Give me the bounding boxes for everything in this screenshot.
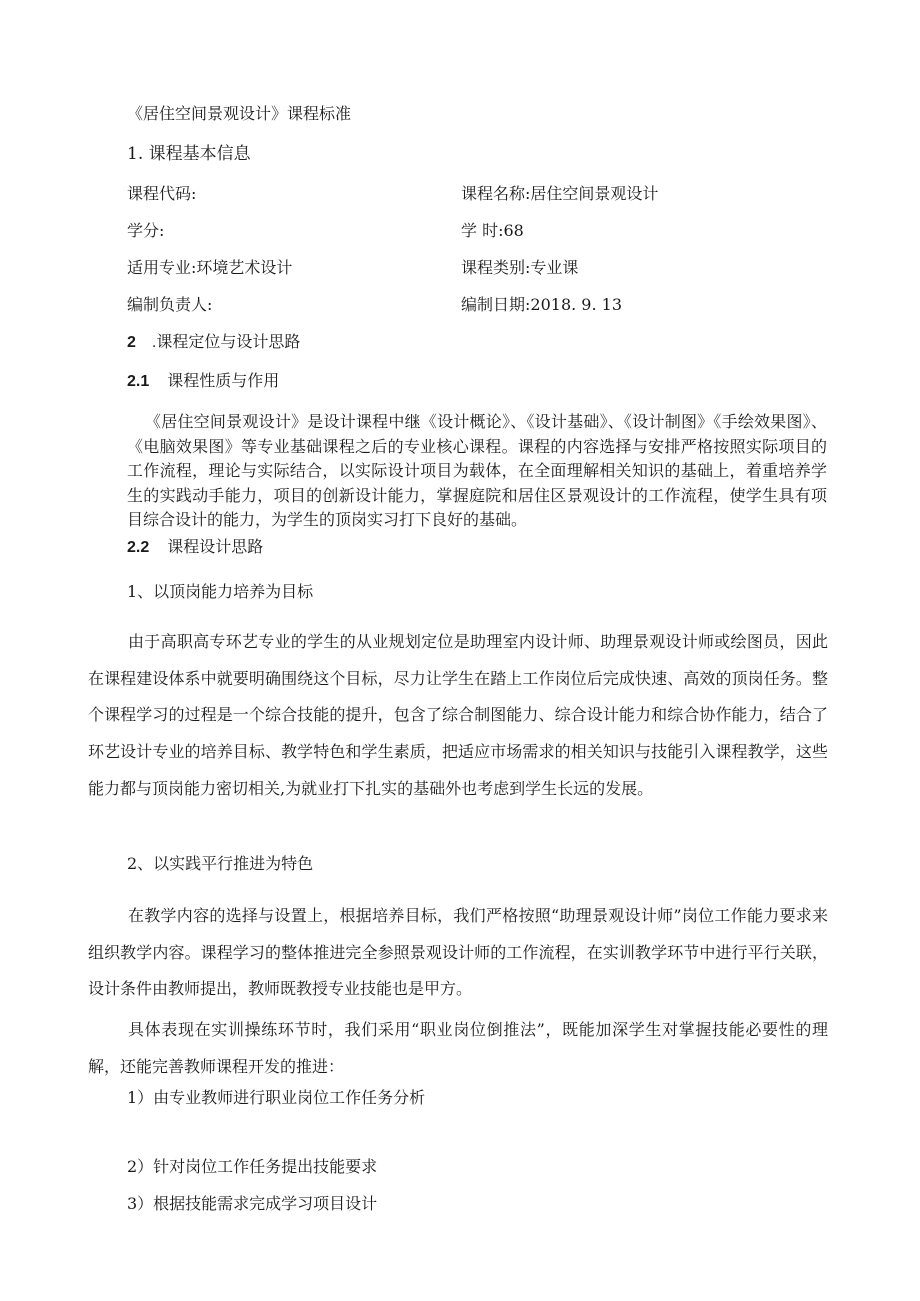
field-label: 学分: <box>127 221 165 240</box>
field-author <box>127 295 212 315</box>
list-item: 1）由专业教师进行职业岗位工作任务分析 <box>127 1088 426 1107</box>
field-value: 2018. 9. 13 <box>530 295 623 314</box>
paragraph-point-2b: 具体表现在实训操练环节时，我们采用“职业岗位倒推法”，既能加深学生对掌握技能必要性的理解，还能完善教师课程开发的推进： <box>88 1020 828 1076</box>
field-value: 68 <box>503 221 524 240</box>
field-course-name <box>461 184 658 204</box>
list-item: 2）针对岗位工作任务提出技能要求 <box>127 1157 378 1176</box>
subsection-title: 课程性质与作用 <box>167 373 280 390</box>
subsection-title: 课程设计思路 <box>167 539 264 556</box>
field-label: 课程名称: <box>461 184 531 203</box>
paragraph-point-2a: 在教学内容的选择与设置上，根据培养目标，我们严格按照“助理景观设计师”岗位工作能力要求来组织教学内容。课程学习的整体推进完全参照景观设计师的工作流程，在实训教学环节中进行平行关联，设计条件由教师提出，教师既教授专业技能也是甲方。 <box>88 906 828 999</box>
subsection-heading-design-approach <box>127 538 263 558</box>
field-label: 学 时: <box>461 221 504 240</box>
field-hours <box>461 221 524 241</box>
subsection-number: 2.1 <box>127 373 150 390</box>
paragraph-point-1: 由于高职高专环艺专业的学生的从业规划定位是助理室内设计师、助理景观设计师或绘图员，因此在课程建设体系中就要明确围绕这个目标，尽力让学生在踏上工作岗位后完成快速、高效的顶岗任务。整个课程学习的过程是一个综合技能的提升，包含了综合制图能力、综合设计能力和综合协作能力，结合了环艺设计专业的培养目标、教学特色和学生素质，把适应市场需求的相关知识与技能引入课程教学，这些能力都与顶岗能力密切相关,为就业打下扎实的基础外也考虑到学生长远的发展。 <box>88 632 828 798</box>
field-value: 环境艺术设计 <box>196 258 293 277</box>
section-heading-positioning <box>127 333 300 353</box>
field-date <box>461 295 622 315</box>
list-item: 3）根据技能需求完成学习项目设计 <box>127 1194 378 1213</box>
section-title: .课程定位与设计思路 <box>151 334 301 351</box>
field-label: 课程类别: <box>461 258 531 277</box>
subsection-number: 2.2 <box>127 539 150 556</box>
section-heading-basic-info: 1. 课程基本信息 <box>127 144 251 164</box>
field-label: 编制日期: <box>461 295 531 314</box>
field-credits <box>127 221 164 241</box>
field-value: 居住空间景观设计 <box>530 184 659 203</box>
subsection-heading-nature <box>127 372 279 392</box>
field-course-type <box>461 258 578 278</box>
field-course-code <box>127 184 196 204</box>
field-label: 编制负责人: <box>127 295 213 314</box>
document-title: 《居住空间景观设计》课程标准 <box>127 104 352 123</box>
paragraph-nature: 《居住空间景观设计》是设计课程中继《设计概论》、《设计基础》、《设计制图》《手绘效果图》、《电脑效果图》等专业基础课程之后的专业核心课程。课程的内容选择与安排严格按照实际项目的工作流程，理论与实际结合，以实际设计项目为载体，在全面理解相关知识的基础上，着重培养学生的实践动手能力，项目的创新设计能力，掌握庭院和居住区景观设计的工作流程，使学生具有项目综合设计的能力，为学生的顶岗实习打下良好的基础。 <box>127 412 827 529</box>
field-value: 专业课 <box>530 258 579 277</box>
point-2-title: 2、以实践平行推进为特色 <box>127 854 314 873</box>
point-1-title: 1、以顶岗能力培养为目标 <box>127 582 314 601</box>
section-number: 2 <box>127 334 136 351</box>
field-label: 课程代码: <box>127 184 197 203</box>
field-label: 适用专业: <box>127 258 197 277</box>
field-major <box>127 258 292 278</box>
